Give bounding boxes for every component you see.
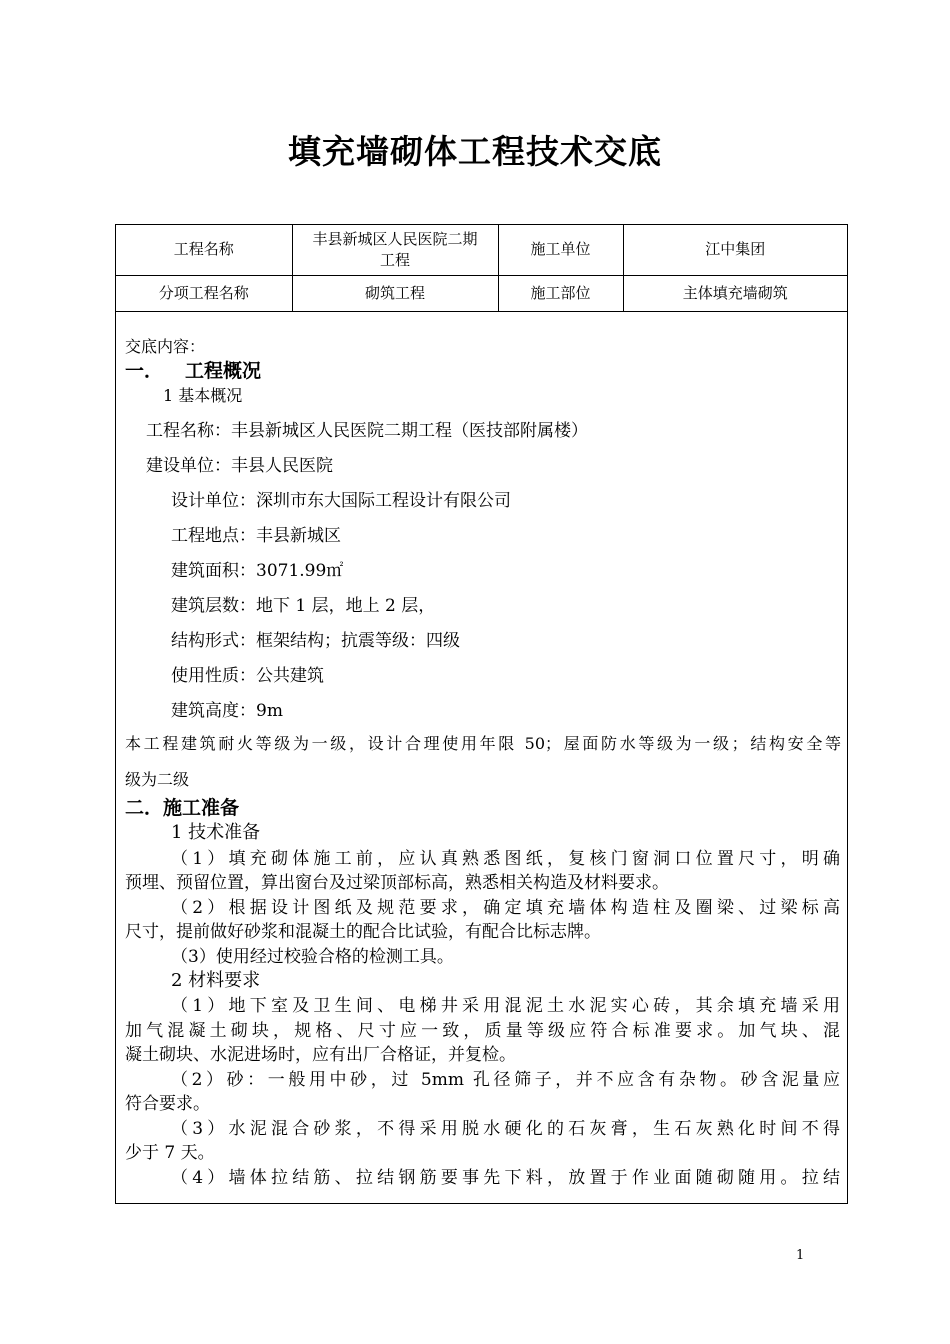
overview-floors: 建筑层数：地下 1 层，地上 2 层，: [171, 596, 436, 616]
disclosure-content: [116, 311, 847, 1203]
section-1-title: 工程概况: [185, 360, 262, 382]
project-info-table: [116, 225, 847, 312]
materials-3-line1: （3）水泥混合砂浆，不得采用脱水硬化的石灰膏，生石灰熟化时间不得: [171, 1119, 840, 1139]
project-name-line1: 丰县新城区人民医院二期: [312, 229, 478, 248]
section-1-heading: [125, 356, 261, 383]
overview-height: 建筑高度：9m: [171, 701, 283, 721]
overview-site: 工程地点：丰县新城区: [171, 526, 341, 546]
construction-part-value: 主体填充墙砌筑: [623, 275, 847, 311]
overview-usage: 使用性质：公共建筑: [171, 666, 324, 686]
tech-prep-1-line1: （1）填充砌体施工前，应认真熟悉图纸，复核门窗洞口位置尺寸，明确: [171, 849, 840, 869]
table-row: [116, 225, 847, 275]
tech-prep-2-line2: 尺寸，提前做好砂浆和混凝土的配合比试验，有配合比标志牌。: [125, 922, 601, 942]
disclosure-form: [115, 224, 848, 1204]
materials-3-line2: 少于 7 天。: [125, 1143, 215, 1163]
materials-1-line1: （1）地下室及卫生间、电梯井采用混泥土水泥实心砖，其余填充墙采用: [171, 996, 840, 1016]
section-1-number: 一．: [125, 360, 164, 382]
overview-area: 建筑面积：3071.99㎡: [171, 561, 344, 581]
tech-prep-3: （3）使用经过校验合格的检测工具。: [171, 947, 454, 967]
overview-structure: 结构形式：框架结构；抗震等级：四级: [171, 631, 460, 651]
table-row: [116, 275, 847, 311]
construction-unit-value: 江中集团: [623, 225, 847, 275]
subsection-tech-prep: 1 技术准备: [171, 822, 261, 843]
label-construction-part: 施工部位: [498, 275, 623, 311]
sub-project-value: 砌筑工程: [292, 275, 498, 311]
materials-2-line1: （2）砂：一般用中砂，过 5mm 孔径筛子，并不应含有杂物。砂含泥量应: [171, 1070, 840, 1090]
subsection-materials: 2 材料要求: [171, 970, 261, 991]
materials-4-line1: （4）墙体拉结筋、拉结钢筋要事先下料，放置于作业面随砌随用。拉结: [171, 1168, 840, 1188]
overview-designer: 设计单位：深圳市东大国际工程设计有限公司: [171, 491, 511, 511]
overview-owner: 建设单位：丰县人民医院: [146, 456, 333, 476]
overview-fire-rating-line1: 本工程建筑耐火等级为一级，设计合理使用年限 50；屋面防水等级为一级；结构安全等: [125, 734, 841, 753]
materials-1-line2: 加气混凝土砌块，规格、尺寸应一致，质量等级应符合标准要求。加气块、混: [125, 1021, 840, 1041]
project-name-line2: 工程: [379, 250, 410, 269]
materials-1-line3: 凝土砌块、水泥进场时，应有出厂合格证，并复检。: [125, 1045, 516, 1065]
project-name-value: [292, 225, 498, 275]
overview-fire-rating-line2: 级为二级: [125, 770, 190, 789]
label-sub-project: 分项工程名称: [116, 275, 292, 311]
tech-prep-1-line2: 预埋、预留位置，算出窗台及过梁顶部标高，熟悉相关构造及材料要求。: [125, 873, 669, 893]
section-2-heading: 二．施工准备: [125, 797, 240, 819]
tech-prep-2-line1: （2）根据设计图纸及规范要求，确定填充墙体构造柱及圈梁、过梁标高: [171, 898, 840, 918]
overview-project-name: 工程名称：丰县新城区人民医院二期工程（医技部附属楼）: [146, 421, 588, 441]
label-project-name: 工程名称: [116, 225, 292, 275]
page-number: 1: [796, 1248, 805, 1263]
subsection-basic-overview: 1 基本概况: [163, 386, 243, 405]
document-title: 填充墙砌体工程技术交底: [288, 132, 662, 171]
label-construction-unit: 施工单位: [498, 225, 623, 275]
intro-label: 交底内容：: [125, 337, 206, 356]
materials-2-line2: 符合要求。: [125, 1094, 210, 1114]
